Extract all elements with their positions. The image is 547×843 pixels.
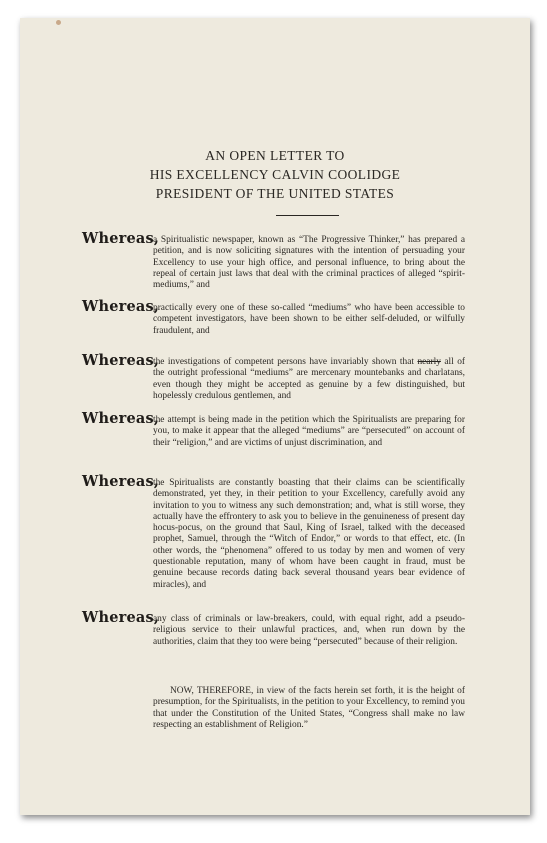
paragraph-text: a Spiritualistic newspaper, known as “The Progressive Thinker,” has prepared a petition, and is now soliciting signatures with the intention of persuading your Excellency to use your high office, and personal influence, to bring about the repeal of certain just laws that deal with the criminal practices of alleged “spirit-mediums,” and [153, 235, 465, 291]
text-after: all of the outright professional “mediums” are mercenary mountebanks and charlatans, even though they might be accepted as genuine by a few distinguished, but hopelessly credulous gentlemen, and [153, 357, 466, 401]
title-line-2: HIS EXCELLENCY CALVIN COOLIDGE [149, 167, 401, 182]
text-before: the investigations of competent persons have invariably shown that [153, 357, 414, 367]
whereas-label: Whereas, [82, 473, 160, 490]
letter-title [20, 146, 530, 203]
struck-word: nearly [417, 357, 441, 367]
title-line-1: AN OPEN LETTER TO [205, 148, 345, 163]
whereas-label: Whereas, [82, 298, 160, 315]
paragraph-text: any class of criminals or law-breakers, could, with equal right, add a pseudo-religious service to their unlawful practices, and, when run down by the authorities, claim that they too were being “persecuted” because of their religion. [153, 614, 465, 647]
whereas-label: Whereas, [82, 609, 160, 626]
paragraph-text: practically every one of these so-called “mediums” who have been accessible to competent investigators, have been shown to be either self-deluded, or wilfully fraudulent, and [153, 303, 465, 336]
paper-fleck [56, 20, 61, 25]
paragraph-text: the attempt is being made in the petition which the Spiritualists are preparing for you, to make it appear that the alleged “mediums” are “persecuted” on account of their “religion,” and are victims of unjust discrimination, and [153, 415, 465, 448]
conclusion-paragraph: NOW, THEREFORE, in view of the facts herein set forth, it is the height of presumption, for the Spiritualists, in the petition to your Excellency, to remind you that under the Constitution of the United States, “Congress shall make no law respecting an establishment of Religion.” [153, 686, 465, 730]
title-divider [276, 215, 339, 216]
letter-page [20, 18, 530, 815]
paragraph-text: the Spiritualists are constantly boasting that their claims can be scientifically demonstrated, yet they, in their petition to your Excellency, carefully avoid any invitation to you to witness any such demonstration; and, what is still worse, they actually have the effrontery to ask you to believe in the genuineness of present day hocus-pocus, on the ground that Saul, King of Israel, talked with the deceased prophet, Samuel, through the “Witch of Endor,” or words to that effect, etc. (In other words, the “phenomena” offered to us today by men and women of very questionable reputation, many of whom have been caught in fraud, must be genuine because records dating back several thousand years bear evidence of miracles), and [153, 478, 465, 590]
whereas-label: Whereas, [82, 230, 160, 247]
title-line-3: PRESIDENT OF THE UNITED STATES [155, 186, 395, 201]
whereas-label: Whereas, [82, 410, 160, 427]
whereas-label: Whereas, [82, 352, 160, 369]
paragraph-text [153, 357, 465, 402]
